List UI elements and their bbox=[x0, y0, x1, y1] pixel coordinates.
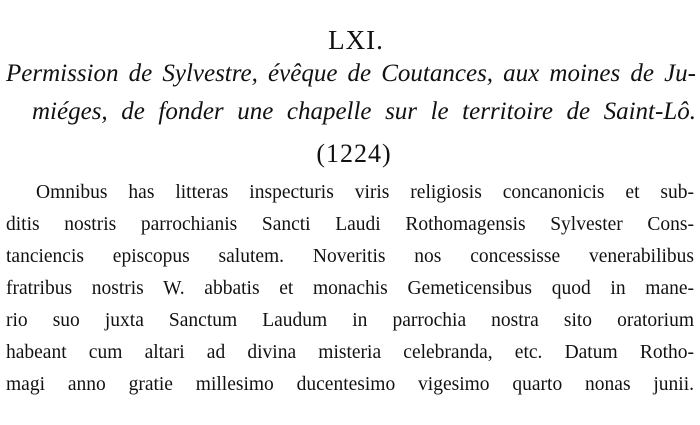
charter-title-line-2: miéges, de fonder une chapelle sur le territoire de Saint-Lô. bbox=[32, 98, 696, 125]
body-text-line-2: ditis nostris parrochianis Sancti Laudi Rothomagensis Sylvester Cons- bbox=[6, 214, 694, 235]
charter-year: (1224) bbox=[316, 139, 392, 168]
body-text-line-6: habeant cum altari ad divina misteria celebranda, etc. Datum Rotho- bbox=[6, 342, 694, 363]
body-text-line-3: tanciencis episcopus salutem. Noveritis nos concessisse venerabilibus bbox=[6, 246, 694, 267]
body-text-line-7: magi anno gratie millesimo ducentesimo vigesimo quarto nonas junii. bbox=[6, 374, 694, 395]
charter-number: LXI. bbox=[328, 25, 384, 55]
body-text-line-4: fratribus nostris W. abbatis et monachis Gemeticensibus quod in mane- bbox=[6, 278, 694, 299]
body-text-line-1: Omnibus has litteras inspecturis viris religiosis concanonicis et sub- bbox=[36, 182, 694, 203]
charter-title-line-1: Permission de Sylvestre, évêque de Coutances, aux moines de Ju- bbox=[6, 60, 696, 87]
body-text-line-5: rio suo juxta Sanctum Laudum in parrochia nostra sito oratorium bbox=[6, 310, 694, 331]
